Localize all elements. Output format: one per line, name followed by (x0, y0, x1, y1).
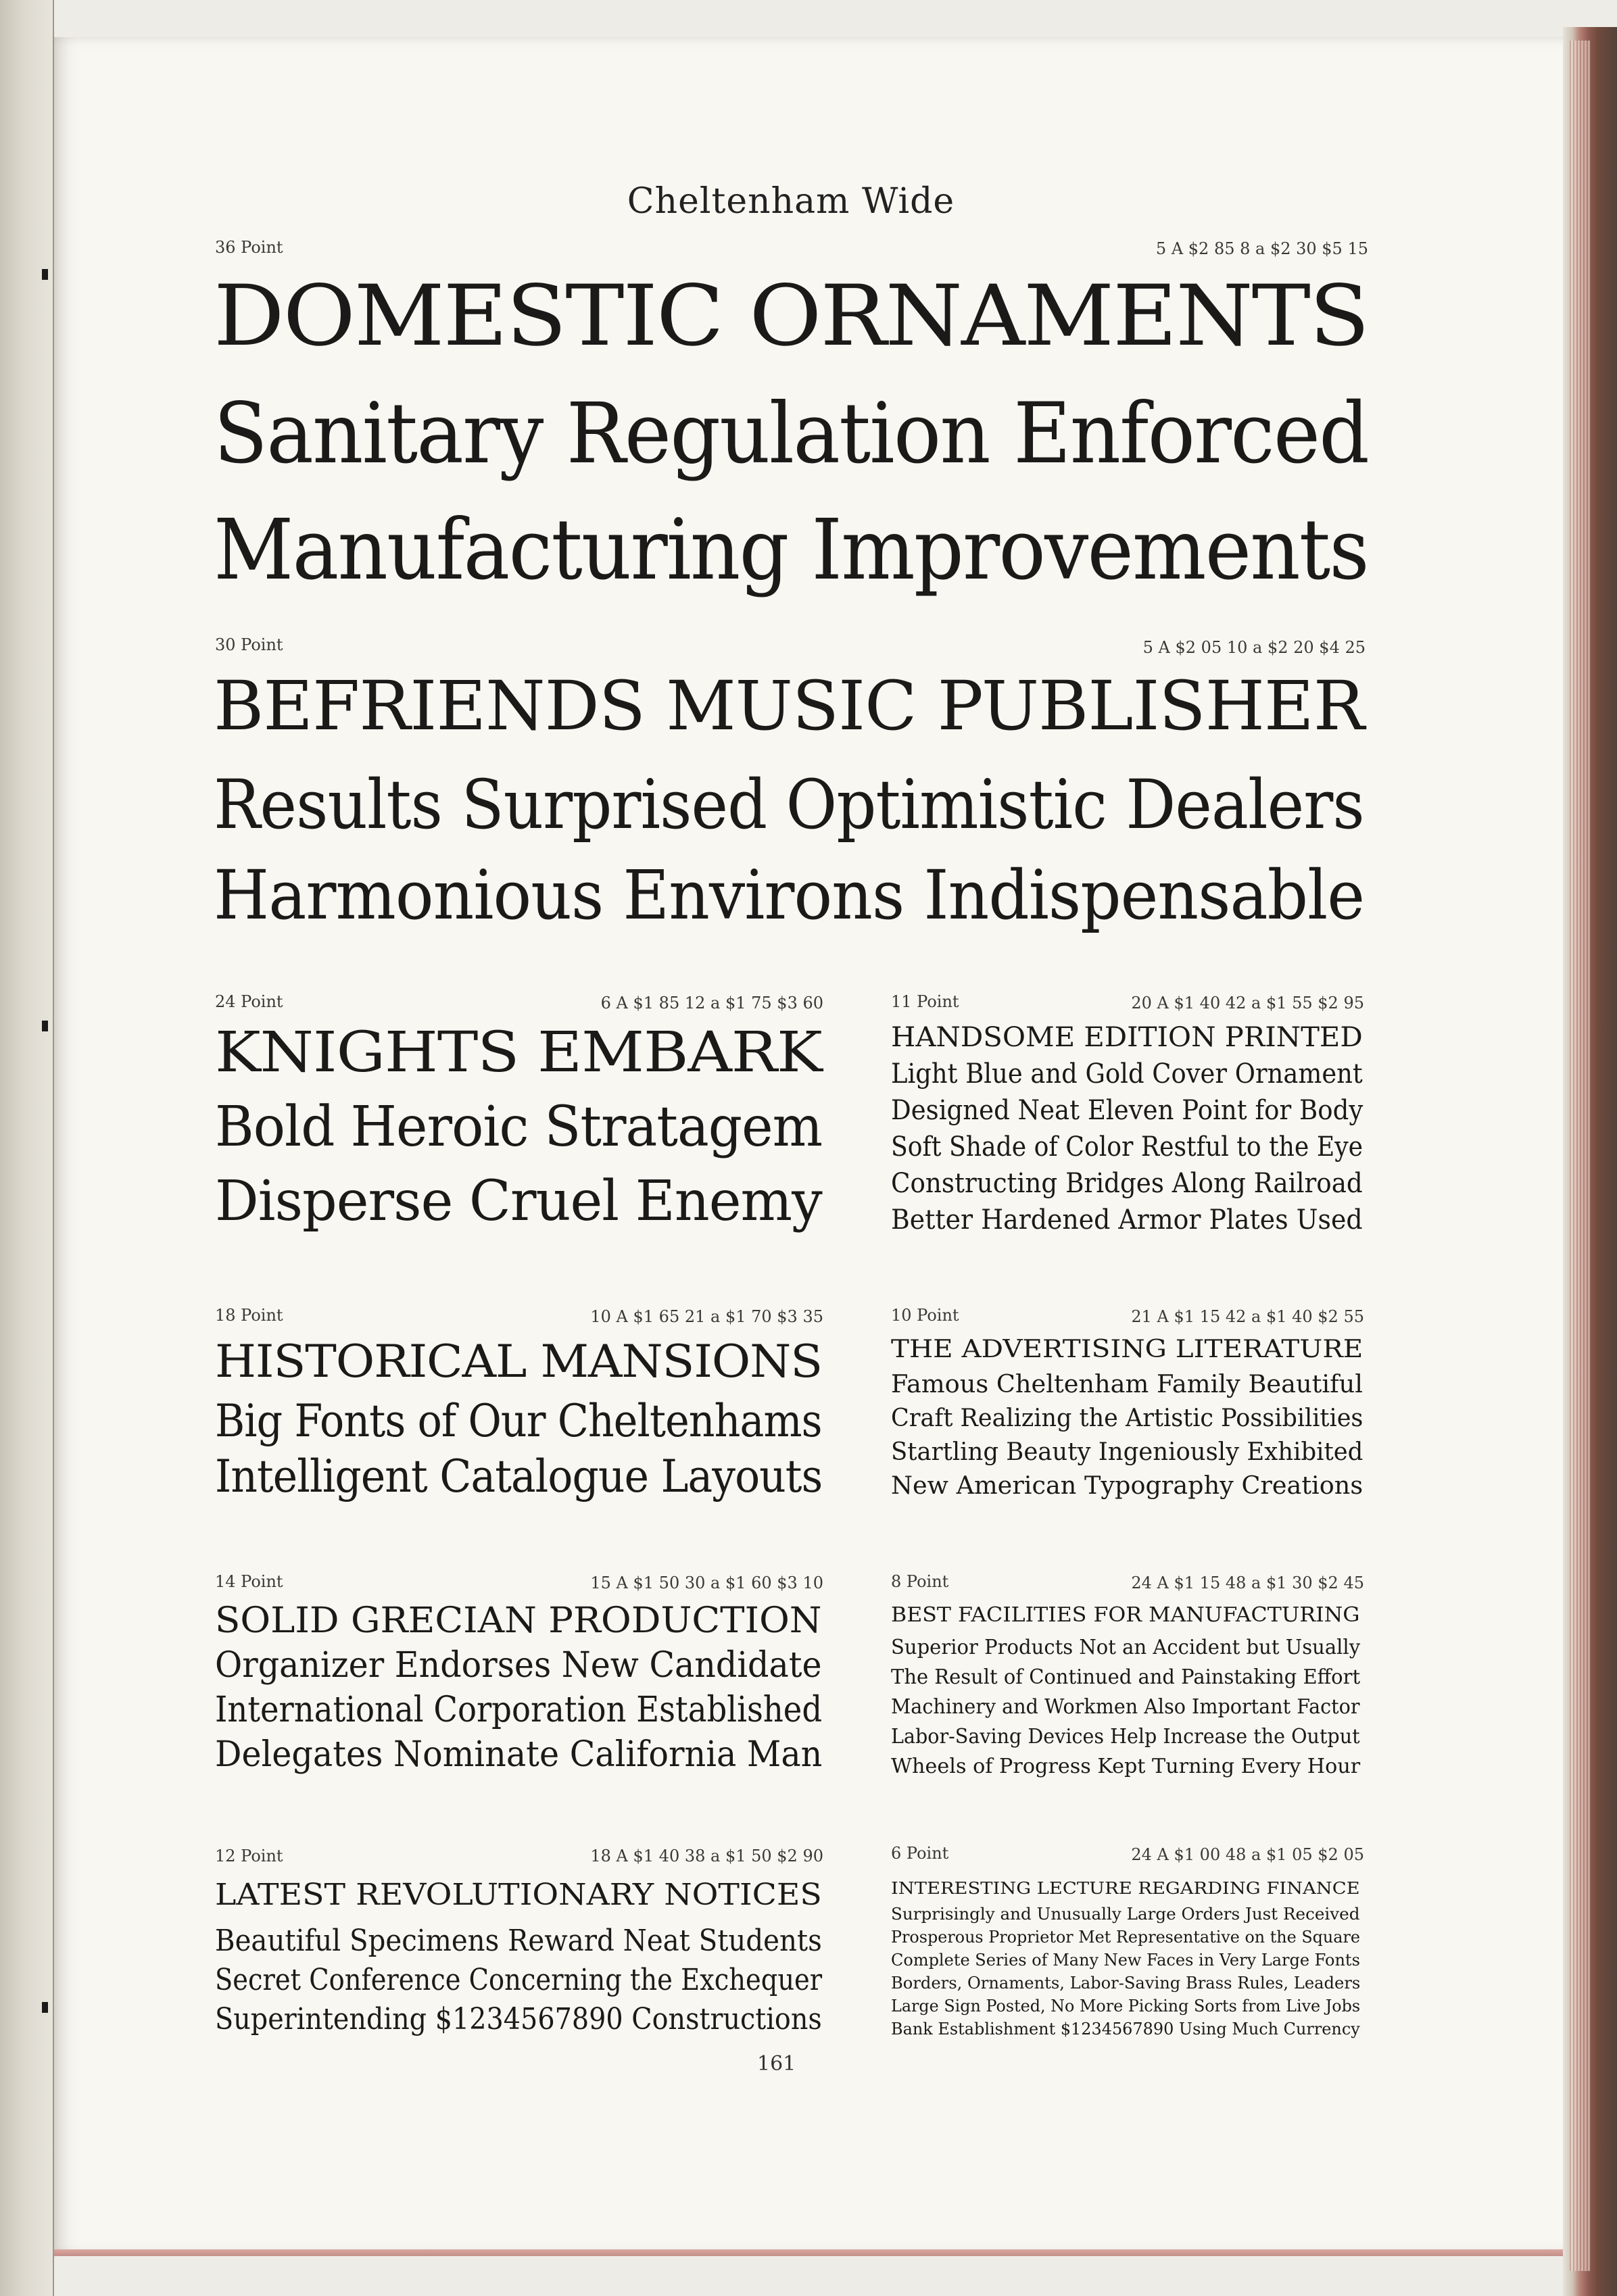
price-line: 21 A $1 15 42 a $1 40 $2 55 (1131, 1307, 1364, 1326)
specimen-line: Craft Realizing the Artistic Possibilities (891, 1405, 1363, 1432)
price-line: 15 A $1 50 30 a $1 60 $3 10 (590, 1573, 823, 1592)
size-label: 11 Point (891, 992, 959, 1011)
specimen-line: BEST FACILITIES FOR MANUFACTURING (891, 1603, 1360, 1627)
specimen-line: BEFRIENDS MUSIC PUBLISHER (214, 666, 1364, 746)
specimen-line: Delegates Nominate California Man (215, 1734, 823, 1775)
specimen-line: Manufacturing Improvements (214, 502, 1368, 599)
page-number: 161 (757, 2052, 796, 2076)
specimen-line: Startling Beauty Ingeniously Exhibited (891, 1438, 1363, 1466)
page-edge-bottom (54, 2249, 1587, 2256)
specimen-line: DOMESTIC ORNAMENTS (214, 268, 1369, 365)
size-label: 10 Point (891, 1306, 959, 1325)
specimen-line: Borders, Ornaments, Labor-Saving Brass Rules, Leaders (891, 1974, 1361, 1993)
specimen-line: INTERESTING LECTURE REGARDING FINANCE (891, 1879, 1360, 1898)
specimen-line: Intelligent Catalogue Layouts (215, 1450, 823, 1503)
price-line: 5 A $2 85 8 a $2 30 $5 15 (1155, 239, 1368, 258)
specimen-line: Big Fonts of Our Cheltenhams (215, 1395, 822, 1447)
price-line: 6 A $1 85 12 a $1 75 $3 60 (600, 994, 823, 1012)
specimen-line: International Corporation Established (215, 1690, 823, 1730)
specimen-line: Machinery and Workmen Also Important Factor (891, 1695, 1360, 1719)
size-label: 6 Point (891, 1844, 949, 1863)
specimen-line: Harmonious Environs Indispensable (214, 856, 1365, 935)
specimen-line: Prosperous Proprietor Met Representative on the Square (891, 1928, 1360, 1947)
size-label: 30 Point (215, 635, 283, 654)
price-line: 5 A $2 05 10 a $2 20 $4 25 (1142, 638, 1366, 657)
specimen-line: Results Surprised Optimistic Dealers (214, 765, 1364, 844)
specimen-line: HISTORICAL MANSIONS (215, 1336, 823, 1388)
specimen-line: Bank Establishment $1234567890 Using Much Currency (891, 2020, 1360, 2038)
specimen-line: KNIGHTS EMBARK (215, 1021, 822, 1085)
specimen-line: SOLID GRECIAN PRODUCTION (215, 1601, 822, 1641)
left-page-edge (0, 0, 54, 2296)
specimen-line: THE ADVERTISING LITERATURE (891, 1336, 1363, 1363)
specimen-line: Soft Shade of Color Restful to the Eye (891, 1131, 1363, 1163)
page-title: Cheltenham Wide (627, 181, 955, 222)
price-line: 24 A $1 15 48 a $1 30 $2 45 (1131, 1573, 1364, 1592)
specimen-line: Superintending $1234567890 Constructions (215, 2002, 822, 2036)
size-label: 24 Point (215, 992, 283, 1011)
page-block-edges (1570, 41, 1590, 2271)
specimen-line: Complete Series of Many New Faces in Very Large Fonts (891, 1951, 1360, 1970)
specimen-line: Superior Products Not an Accident but Usually (891, 1636, 1361, 1659)
specimen-line: LATEST REVOLUTIONARY NOTICES (215, 1878, 822, 1912)
specimen-line: Bold Heroic Stratagem (215, 1095, 823, 1159)
size-label: 36 Point (215, 238, 283, 257)
specimen-line: Beautiful Specimens Reward Neat Students (215, 1924, 822, 1958)
specimen-line: Secret Conference Concerning the Exchequer (215, 1963, 823, 1997)
specimen-line: Organizer Endorses New Candidate (215, 1645, 822, 1686)
specimen-line: Designed Neat Eleven Point for Body (891, 1095, 1363, 1126)
size-label: 8 Point (891, 1572, 949, 1591)
binding-mark (42, 2002, 48, 2013)
specimen-line: Famous Cheltenham Family Beautiful (891, 1371, 1363, 1398)
binding-mark (42, 1021, 48, 1031)
specimen-line: The Result of Continued and Painstaking Effort (891, 1665, 1361, 1689)
price-line: 24 A $1 00 48 a $1 05 $2 05 (1131, 1845, 1364, 1864)
price-line: 20 A $1 40 42 a $1 55 $2 95 (1131, 994, 1364, 1012)
size-label: 14 Point (215, 1572, 283, 1591)
size-label: 18 Point (215, 1306, 283, 1325)
specimen-line: Better Hardened Armor Plates Used (891, 1204, 1363, 1236)
price-line: 10 A $1 65 21 a $1 70 $3 35 (590, 1307, 823, 1326)
specimen-line: Large Sign Posted, No More Picking Sorts from Live Jobs (891, 1997, 1361, 2016)
specimen-line: Sanitary Regulation Enforced (214, 385, 1369, 483)
specimen-line: Wheels of Progress Kept Turning Every Hour (891, 1755, 1361, 1778)
specimen-line: Surprisingly and Unusually Large Orders Just Received (891, 1905, 1360, 1924)
specimen-line: Labor-Saving Devices Help Increase the Output (891, 1725, 1360, 1749)
specimen-line: Light Blue and Gold Cover Ornament (891, 1058, 1363, 1090)
binding-mark (42, 269, 48, 280)
specimen-line: New American Typography Creations (891, 1472, 1363, 1500)
specimen-line: HANDSOME EDITION PRINTED (891, 1022, 1363, 1053)
price-line: 18 A $1 40 38 a $1 50 $2 90 (590, 1847, 823, 1865)
specimen-line: Constructing Bridges Along Railroad (891, 1168, 1363, 1199)
specimen-line: Disperse Cruel Enemy (215, 1169, 822, 1234)
size-label: 12 Point (215, 1847, 283, 1865)
